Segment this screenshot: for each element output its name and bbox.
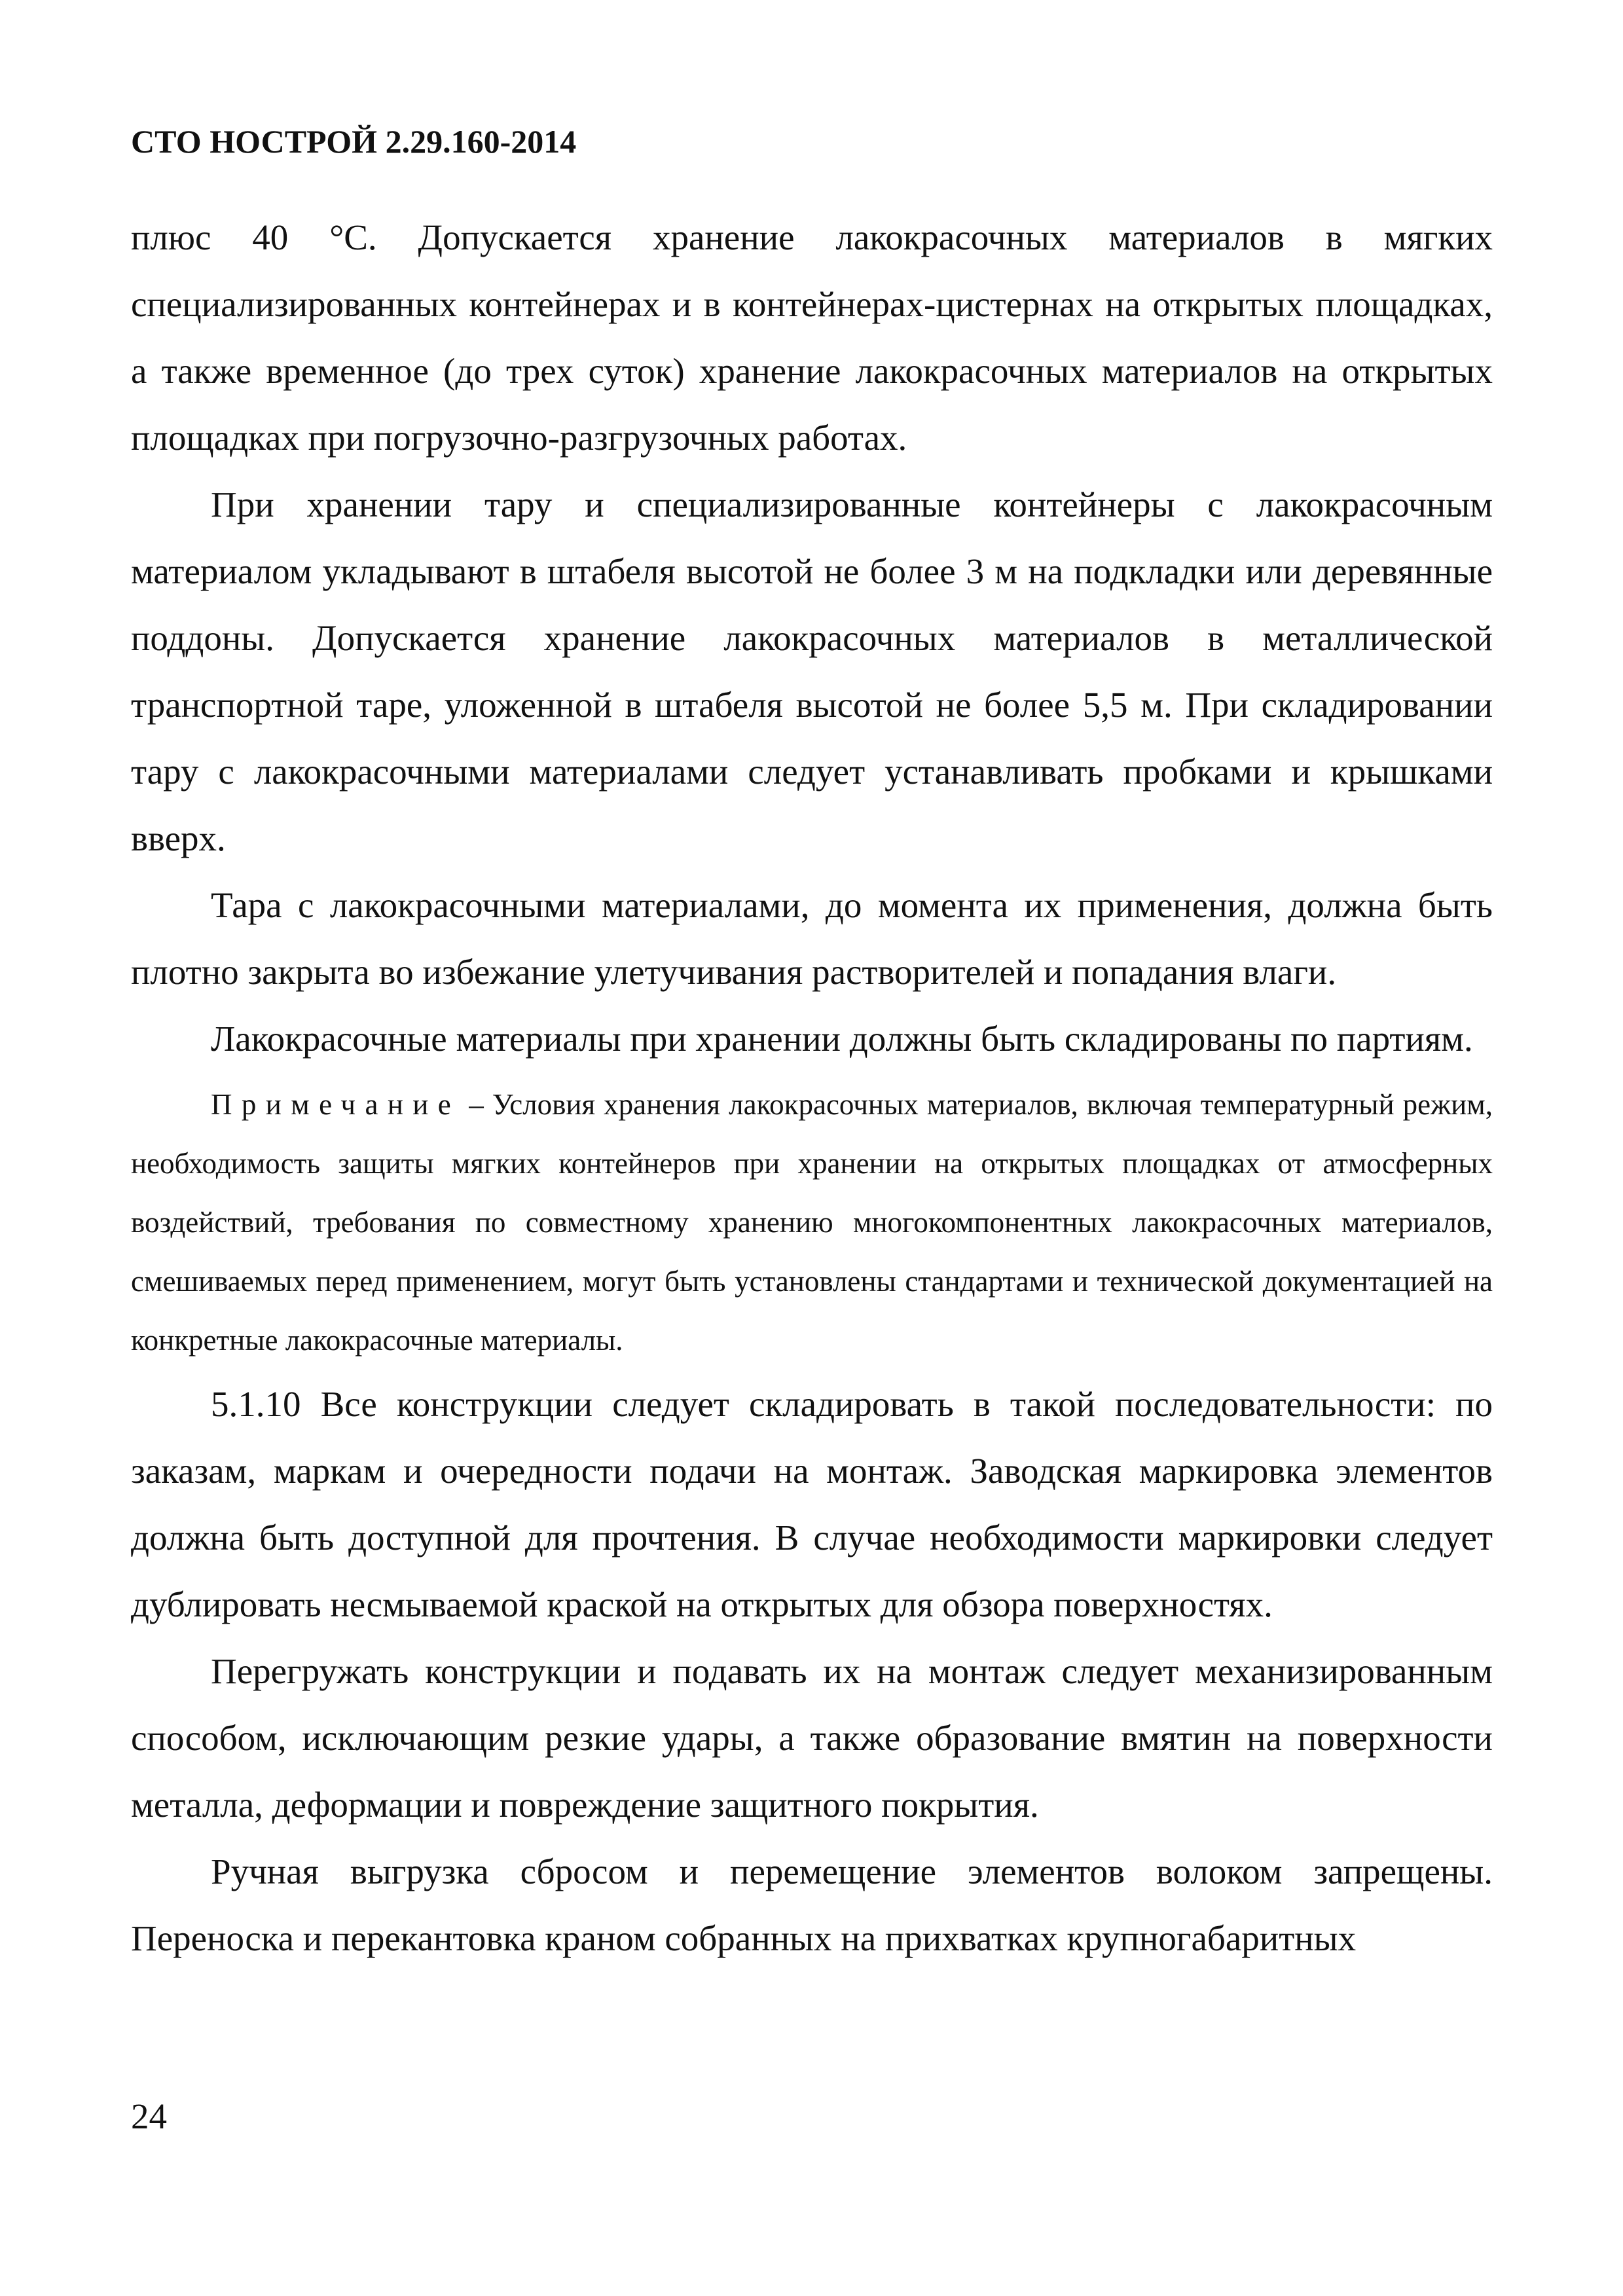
page-number: 24 bbox=[131, 2096, 167, 2136]
paragraph-batch-storage: Лакокрасочные материалы при хранении должны быть складированы по партиям. bbox=[211, 1019, 1473, 1059]
note-label: Примечание bbox=[211, 1088, 461, 1121]
document-body bbox=[131, 204, 1493, 1972]
paragraph-manual-unloading: Ручная выгрузка сбросом и перемещение элементов волоком запрещены. Переноска и перекантовка краном собранных на прихватках крупногабаритных bbox=[131, 1851, 1493, 1958]
note-text: – Условия хранения лакокрасочных материалов, включая температурный режим, необходимость защиты мягких контейнеров при хранении на открытых площадках от атмосферных воздействий, требования по совместному хранению многокомпонентных лакокрасочных материалов, смешиваемых перед применением, могут быть установлены стандартами и технической документацией на конкретные лакокрасочные материалы. bbox=[131, 1088, 1493, 1357]
paragraph-5-1-10: 5.1.10 Все конструкции следует складировать в такой последовательности: по заказам, маркам и очередности подачи на монтаж. Заводская маркировка элементов должна быть доступной для прочтения. В случае необходимости маркировки следует дублировать несмываемой краской на открытых для обзора поверхностях. bbox=[131, 1384, 1493, 1624]
document-header: СТО НОСТРОЙ 2.29.160-2014 bbox=[131, 123, 577, 160]
note-block bbox=[131, 1075, 1493, 1370]
paragraph-mechanized-handling: Перегружать конструкции и подавать их на монтаж следует механизированным способом, исключающим резкие удары, а также образование вмятин на поверхности металла, деформации и повреждение защитного покрытия. bbox=[131, 1651, 1493, 1825]
paragraph-storage-stacking: При хранении тару и специализированные контейнеры с лакокрасочным материалом укладывают в штабеля высотой не более 3 м на подкладки или деревянные поддоны. Допускается хранение лакокрасочных материалов в металлической транспортной таре, уложенной в штабеля высотой не более 5,5 м. При складировании тару с лакокрасочными материалами следует устанавливать пробками и крышками вверх. bbox=[131, 484, 1493, 858]
paragraph-continuation: плюс 40 °С. Допускается хранение лакокрасочных материалов в мягких специализированных контейнерах и в контейнерах-цистернах на открытых площадках, а также временное (до трех суток) хранение лакокрасочных материалов на открытых площадках при погрузочно-разгрузочных работах. bbox=[131, 217, 1493, 458]
paragraph-container-sealing: Тара с лакокрасочными материалами, до момента их применения, должна быть плотно закрыта во избежание улетучивания растворителей и попадания влаги. bbox=[131, 885, 1493, 992]
